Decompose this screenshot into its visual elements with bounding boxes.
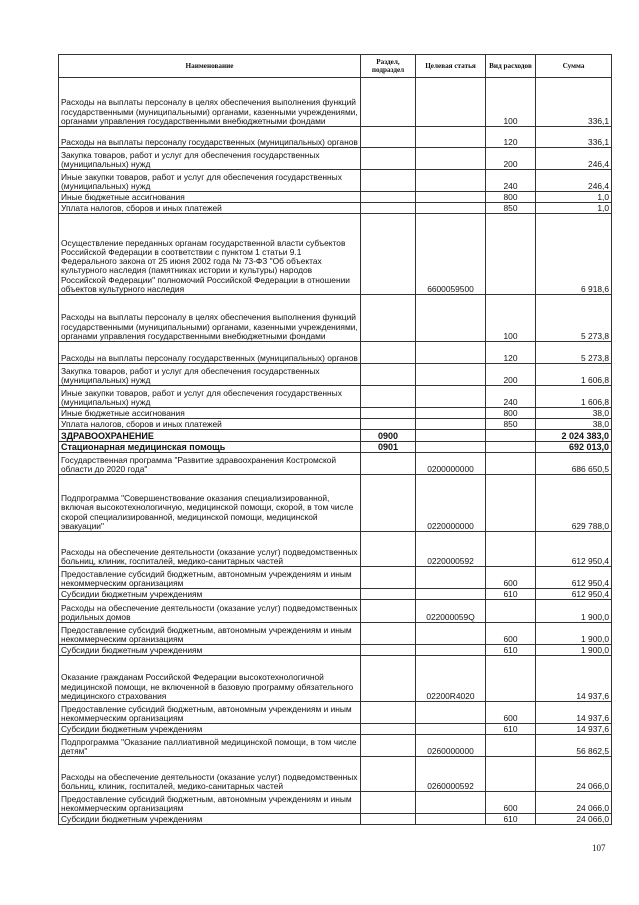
- row-section-cell: [361, 475, 416, 532]
- row-name-cell: Уплата налогов, сборов и иных платежей: [59, 419, 361, 430]
- row-article-cell: [416, 419, 486, 430]
- row-section-cell: [361, 295, 416, 342]
- row-sum-cell: 5 273,8: [536, 342, 612, 364]
- table-row: [59, 792, 612, 814]
- row-section-cell: [361, 656, 416, 702]
- row-sum-cell: 38,0: [536, 408, 612, 419]
- row-section-cell: [361, 78, 416, 127]
- row-name-cell: Иные закупки товаров, работ и услуг для обеспечения государственных (муниципальных) нужд: [59, 170, 361, 192]
- row-article-cell: [416, 567, 486, 589]
- row-name-cell: Закупка товаров, работ и услуг для обеспечения государственных (муниципальных) нужд: [59, 148, 361, 170]
- row-section-cell: [361, 792, 416, 814]
- table-row: [59, 814, 612, 825]
- row-type-cell: [486, 656, 536, 702]
- row-name-cell: Предоставление субсидий бюджетным, автономным учреждениям и иным некоммерческим организациям: [59, 702, 361, 724]
- row-type-cell: 600: [486, 702, 536, 724]
- row-sum-cell: 246,4: [536, 148, 612, 170]
- row-sum-cell: 336,1: [536, 127, 612, 148]
- header-name: Наименование: [59, 55, 361, 78]
- row-sum-cell: 686 650,5: [536, 453, 612, 475]
- row-type-cell: 850: [486, 203, 536, 214]
- row-section-cell: [361, 419, 416, 430]
- row-type-cell: 200: [486, 148, 536, 170]
- row-name-cell: Субсидии бюджетным учреждениям: [59, 724, 361, 735]
- row-sum-cell: 1 606,8: [536, 386, 612, 408]
- row-sum-cell: 24 066,0: [536, 814, 612, 825]
- row-article-cell: [416, 589, 486, 600]
- table-body: [59, 78, 612, 825]
- table-row: [59, 386, 612, 408]
- row-sum-cell: 1 606,8: [536, 364, 612, 386]
- row-section-cell: [361, 192, 416, 203]
- row-type-cell: [486, 532, 536, 567]
- row-section-cell: [361, 532, 416, 567]
- row-type-cell: 120: [486, 127, 536, 148]
- row-article-cell: [416, 170, 486, 192]
- row-section-cell: [361, 589, 416, 600]
- row-type-cell: 610: [486, 724, 536, 735]
- row-section-cell: [361, 702, 416, 724]
- row-section-cell: 0900: [361, 430, 416, 442]
- row-name-cell: Закупка товаров, работ и услуг для обеспечения государственных (муниципальных) нужд: [59, 364, 361, 386]
- row-name-cell: ЗДРАВООХРАНЕНИЕ: [59, 430, 361, 442]
- table-row: [59, 724, 612, 735]
- row-type-cell: [486, 600, 536, 623]
- row-sum-cell: 5 273,8: [536, 295, 612, 342]
- row-type-cell: [486, 442, 536, 453]
- row-section-cell: [361, 364, 416, 386]
- row-sum-cell: 612 950,4: [536, 567, 612, 589]
- table-header-row: [59, 55, 612, 78]
- row-name-cell: Расходы на обеспечение деятельности (оказание услуг) подведомственных больниц, клиник, госпиталей, медико-санитарных частей: [59, 532, 361, 567]
- row-name-cell: Уплата налогов, сборов и иных платежей: [59, 203, 361, 214]
- row-sum-cell: 2 024 383,0: [536, 430, 612, 442]
- row-sum-cell: 1 900,0: [536, 600, 612, 623]
- row-article-cell: [416, 78, 486, 127]
- row-name-cell: Субсидии бюджетным учреждениям: [59, 589, 361, 600]
- row-type-cell: [486, 757, 536, 792]
- row-type-cell: 600: [486, 792, 536, 814]
- row-sum-cell: 1 900,0: [536, 645, 612, 656]
- row-name-cell: Предоставление субсидий бюджетным, автономным учреждениям и иным некоммерческим организациям: [59, 623, 361, 645]
- row-section-cell: [361, 724, 416, 735]
- row-article-cell: [416, 623, 486, 645]
- table-row: [59, 148, 612, 170]
- row-type-cell: [486, 214, 536, 295]
- row-name-cell: Стационарная медицинская помощь: [59, 442, 361, 453]
- table-row: [59, 214, 612, 295]
- row-article-cell: [416, 442, 486, 453]
- row-name-cell: Иные бюджетные ассигнования: [59, 408, 361, 419]
- row-section-cell: [361, 148, 416, 170]
- row-type-cell: 800: [486, 192, 536, 203]
- row-type-cell: 240: [486, 170, 536, 192]
- row-sum-cell: 246,4: [536, 170, 612, 192]
- row-type-cell: 100: [486, 78, 536, 127]
- row-sum-cell: 14 937,6: [536, 656, 612, 702]
- row-article-cell: 6600059500: [416, 214, 486, 295]
- page-number: 107: [592, 843, 606, 853]
- row-sum-cell: 24 066,0: [536, 792, 612, 814]
- row-name-cell: Расходы на выплаты персоналу государственных (муниципальных) органов: [59, 342, 361, 364]
- row-sum-cell: 1 900,0: [536, 623, 612, 645]
- row-section-cell: [361, 600, 416, 623]
- row-name-cell: Субсидии бюджетным учреждениям: [59, 645, 361, 656]
- row-section-cell: [361, 170, 416, 192]
- row-type-cell: 600: [486, 567, 536, 589]
- table-row: [59, 419, 612, 430]
- row-name-cell: Предоставление субсидий бюджетным, автономным учреждениям и иным некоммерческим организациям: [59, 792, 361, 814]
- row-name-cell: Осуществление переданных органам государственной власти субъектов Российской Федерации в соответствии с пунктом 1 статьи 9.1 Федерального закона от 25 июня 2002 года № 73-ФЗ "Об объектах культурного наследия (памятниках истории и культуры) народов Российской Федерации" полномочий Российской Федерации в отношении объектов культурного наследия: [59, 214, 361, 295]
- header-section: Раздел, подраздел: [361, 55, 416, 78]
- row-sum-cell: 24 066,0: [536, 757, 612, 792]
- row-article-cell: 0260000592: [416, 757, 486, 792]
- row-name-cell: Подпрограмма "Оказание паллиативной медицинской помощи, в том числе детям": [59, 735, 361, 757]
- row-article-cell: [416, 792, 486, 814]
- row-sum-cell: 629 788,0: [536, 475, 612, 532]
- row-type-cell: 120: [486, 342, 536, 364]
- row-article-cell: [416, 724, 486, 735]
- table-row: [59, 342, 612, 364]
- table-row: [59, 702, 612, 724]
- table-row: [59, 192, 612, 203]
- table-row: [59, 78, 612, 127]
- row-name-cell: Оказание гражданам Российской Федерации высокотехнологичной медицинской помощи, не включенной в базовую программу обязательного медицинского страхования: [59, 656, 361, 702]
- table-row: [59, 532, 612, 567]
- row-sum-cell: 6 918,6: [536, 214, 612, 295]
- row-section-cell: [361, 567, 416, 589]
- row-type-cell: [486, 735, 536, 757]
- row-section-cell: [361, 814, 416, 825]
- row-section-cell: [361, 645, 416, 656]
- table-row: [59, 364, 612, 386]
- table-row: [59, 735, 612, 757]
- table-row: [59, 127, 612, 148]
- table-row: [59, 295, 612, 342]
- row-sum-cell: 14 937,6: [536, 724, 612, 735]
- row-name-cell: Иные закупки товаров, работ и услуг для обеспечения государственных (муниципальных) нужд: [59, 386, 361, 408]
- row-section-cell: 0901: [361, 442, 416, 453]
- row-sum-cell: 1,0: [536, 203, 612, 214]
- row-name-cell: Подпрограмма "Совершенствование оказания специализированной, включая высокотехнологичную, медицинской помощи, скорой, в том числе скорой специализированной, медицинской помощи, медицинской эвакуации": [59, 475, 361, 532]
- row-type-cell: 240: [486, 386, 536, 408]
- row-article-cell: 0220000000: [416, 475, 486, 532]
- row-section-cell: [361, 453, 416, 475]
- table-row: [59, 589, 612, 600]
- row-article-cell: 02200R4020: [416, 656, 486, 702]
- row-sum-cell: 38,0: [536, 419, 612, 430]
- row-type-cell: 800: [486, 408, 536, 419]
- header-expense-type: Вид расходов: [486, 55, 536, 78]
- row-type-cell: [486, 453, 536, 475]
- table-row: [59, 442, 612, 453]
- table-row: [59, 656, 612, 702]
- row-section-cell: [361, 127, 416, 148]
- row-type-cell: 610: [486, 814, 536, 825]
- row-article-cell: [416, 364, 486, 386]
- row-type-cell: [486, 430, 536, 442]
- row-article-cell: [416, 702, 486, 724]
- header-article: Целевая статья: [416, 55, 486, 78]
- row-article-cell: [416, 430, 486, 442]
- row-name-cell: Государственная программа "Развитие здравоохранения Костромской области до 2020 года": [59, 453, 361, 475]
- table-row: [59, 453, 612, 475]
- row-article-cell: 0260000000: [416, 735, 486, 757]
- row-article-cell: [416, 127, 486, 148]
- row-type-cell: 850: [486, 419, 536, 430]
- row-article-cell: [416, 814, 486, 825]
- row-name-cell: Расходы на выплаты персоналу в целях обеспечения выполнения функций государственными (муниципальными) органами, казенными учреждениями, органами управления государственными внебюджетными фондами: [59, 78, 361, 127]
- row-type-cell: 600: [486, 623, 536, 645]
- row-article-cell: [416, 645, 486, 656]
- table-row: [59, 567, 612, 589]
- row-type-cell: 610: [486, 645, 536, 656]
- row-article-cell: 022000059Q: [416, 600, 486, 623]
- table-row: [59, 645, 612, 656]
- row-type-cell: [486, 475, 536, 532]
- row-section-cell: [361, 623, 416, 645]
- budget-table: [58, 54, 612, 825]
- row-article-cell: 0200000000: [416, 453, 486, 475]
- table-row: [59, 757, 612, 792]
- row-type-cell: 100: [486, 295, 536, 342]
- row-section-cell: [361, 757, 416, 792]
- row-name-cell: Предоставление субсидий бюджетным, автономным учреждениям и иным некоммерческим организациям: [59, 567, 361, 589]
- row-article-cell: [416, 342, 486, 364]
- row-article-cell: [416, 203, 486, 214]
- table-row: [59, 600, 612, 623]
- row-name-cell: Расходы на выплаты персоналу в целях обеспечения выполнения функций государственными (муниципальными) органами, казенными учреждениями, органами управления государственными внебюджетными фондами: [59, 295, 361, 342]
- row-sum-cell: 1,0: [536, 192, 612, 203]
- row-section-cell: [361, 386, 416, 408]
- row-article-cell: [416, 192, 486, 203]
- table-row: [59, 475, 612, 532]
- row-article-cell: [416, 386, 486, 408]
- row-sum-cell: 56 862,5: [536, 735, 612, 757]
- row-type-cell: 200: [486, 364, 536, 386]
- table-row: [59, 430, 612, 442]
- table-row: [59, 623, 612, 645]
- row-section-cell: [361, 214, 416, 295]
- row-article-cell: 0220000592: [416, 532, 486, 567]
- row-sum-cell: 14 937,6: [536, 702, 612, 724]
- row-sum-cell: 612 950,4: [536, 532, 612, 567]
- row-section-cell: [361, 735, 416, 757]
- row-name-cell: Субсидии бюджетным учреждениям: [59, 814, 361, 825]
- table-row: [59, 408, 612, 419]
- row-section-cell: [361, 408, 416, 419]
- row-article-cell: [416, 148, 486, 170]
- row-sum-cell: 336,1: [536, 78, 612, 127]
- row-sum-cell: 612 950,4: [536, 589, 612, 600]
- row-article-cell: [416, 295, 486, 342]
- row-name-cell: Расходы на обеспечение деятельности (оказание услуг) подведомственных больниц, клиник, госпиталей, медико-санитарных частей: [59, 757, 361, 792]
- table-row: [59, 203, 612, 214]
- row-sum-cell: 692 013,0: [536, 442, 612, 453]
- row-type-cell: 610: [486, 589, 536, 600]
- header-sum: Сумма: [536, 55, 612, 78]
- row-article-cell: [416, 408, 486, 419]
- row-section-cell: [361, 342, 416, 364]
- row-name-cell: Иные бюджетные ассигнования: [59, 192, 361, 203]
- row-name-cell: Расходы на выплаты персоналу государственных (муниципальных) органов: [59, 127, 361, 148]
- row-section-cell: [361, 203, 416, 214]
- row-name-cell: Расходы на обеспечение деятельности (оказание услуг) подведомственных родильных домов: [59, 600, 361, 623]
- table-row: [59, 170, 612, 192]
